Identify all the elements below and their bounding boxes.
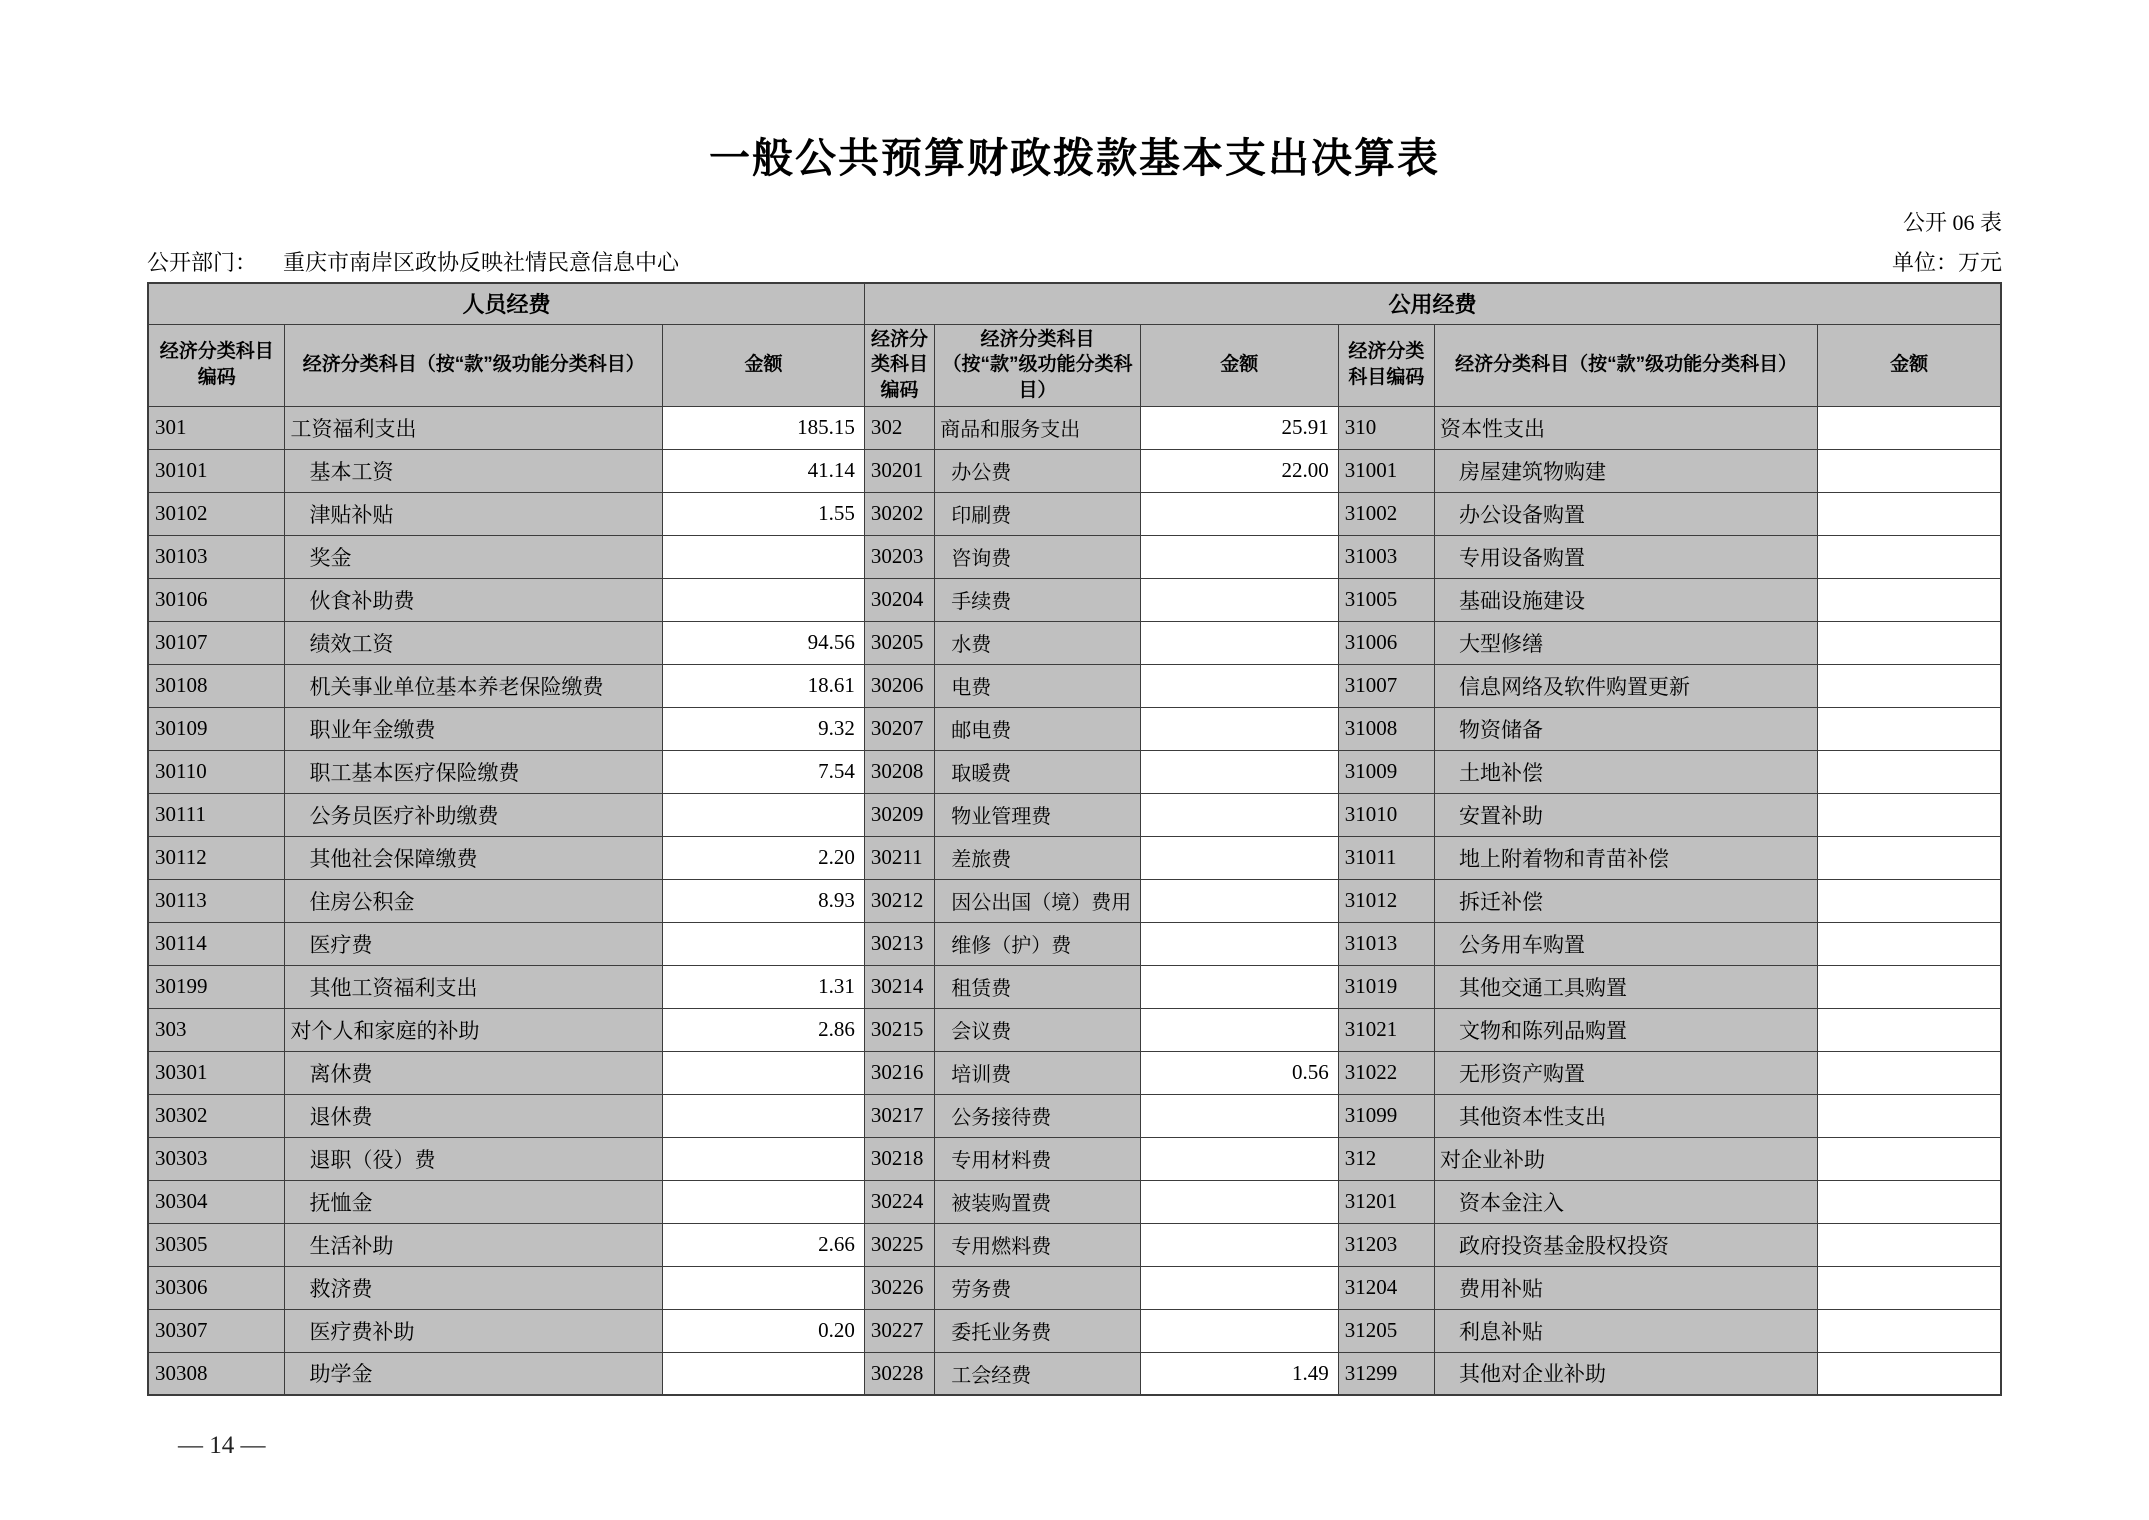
amount-cell [1818,1309,2001,1352]
subject-cell: 公务接待费 [935,1094,1140,1137]
department-name: 重庆市南岸区政协反映社情民意信息中心 [283,250,680,275]
code-cell: 30307 [148,1309,285,1352]
table-body [148,406,2001,1395]
amount-cell [1140,578,1338,621]
subject-cell: 拆迁补偿 [1435,879,1818,922]
table-row [148,664,2001,707]
table-row [148,922,2001,965]
amount-cell [1140,707,1338,750]
amount-cell: 9.32 [663,707,865,750]
section-header-public: 公用经费 [864,283,2001,324]
col-header-subject-g3: 经济分类科目（按“款”级功能分类科目） [1435,324,1818,406]
table-row [148,1137,2001,1180]
subject-cell: 物资储备 [1435,707,1818,750]
subject-cell: 退职（役）费 [285,1137,663,1180]
subject-cell: 资本性支出 [1435,406,1818,449]
subject-cell: 专用燃料费 [935,1223,1140,1266]
table-row [148,1051,2001,1094]
budget-table [147,282,2002,1396]
subject-cell: 工会经费 [935,1352,1140,1395]
amount-cell: 1.55 [663,492,865,535]
subject-cell: 机关事业单位基本养老保险缴费 [285,664,663,707]
amount-cell [1140,1008,1338,1051]
subject-cell: 因公出国（境）费用 [935,879,1140,922]
subject-cell: 委托业务费 [935,1309,1140,1352]
subject-cell: 无形资产购置 [1435,1051,1818,1094]
code-cell: 30203 [864,535,934,578]
code-cell: 31022 [1338,1051,1434,1094]
table-row [148,1094,2001,1137]
subject-cell: 其他工资福利支出 [285,965,663,1008]
subject-cell: 住房公积金 [285,879,663,922]
amount-cell [1140,621,1338,664]
department-line [147,246,679,277]
amount-cell: 2.86 [663,1008,865,1051]
amount-cell [1818,1223,2001,1266]
code-cell: 30218 [864,1137,934,1180]
table-row [148,793,2001,836]
page-title: 一般公共预算财政拨款基本支出决算表 [709,135,1440,181]
subject-cell: 奖金 [285,535,663,578]
table-row [148,1352,2001,1395]
amount-cell [1140,492,1338,535]
subject-cell: 生活补助 [285,1223,663,1266]
subject-cell: 职业年金缴费 [285,707,663,750]
amount-cell: 1.31 [663,965,865,1008]
code-cell: 31005 [1338,578,1434,621]
amount-cell [1818,1137,2001,1180]
subject-cell: 维修（护）费 [935,922,1140,965]
code-cell: 30102 [148,492,285,535]
code-cell: 30207 [864,707,934,750]
table-row [148,707,2001,750]
code-cell: 30108 [148,664,285,707]
code-cell: 30301 [148,1051,285,1094]
code-cell: 31021 [1338,1008,1434,1051]
amount-cell [1818,1352,2001,1395]
amount-cell [1140,836,1338,879]
subject-cell: 伙食补助费 [285,578,663,621]
table-row [148,406,2001,449]
amount-cell [1140,750,1338,793]
subject-cell: 办公设备购置 [1435,492,1818,535]
table-row [148,1266,2001,1309]
col-header-code-g2: 经济分类科目编码 [864,324,934,406]
col-header-amount-g2: 金额 [1140,324,1338,406]
code-cell: 31019 [1338,965,1434,1008]
subject-cell: 咨询费 [935,535,1140,578]
code-cell: 30208 [864,750,934,793]
col-header-code-g1: 经济分类科目编码 [148,324,285,406]
amount-cell [1140,965,1338,1008]
subject-cell: 专用设备购置 [1435,535,1818,578]
subject-cell: 其他交通工具购置 [1435,965,1818,1008]
subject-cell: 其他资本性支出 [1435,1094,1818,1137]
code-cell: 30201 [864,449,934,492]
amount-cell: 0.56 [1140,1051,1338,1094]
amount-cell: 185.15 [663,406,865,449]
subject-cell: 专用材料费 [935,1137,1140,1180]
code-cell: 30101 [148,449,285,492]
code-cell: 30228 [864,1352,934,1395]
subject-cell: 手续费 [935,578,1140,621]
subject-cell: 政府投资基金股权投资 [1435,1223,1818,1266]
amount-cell [1818,879,2001,922]
subject-cell: 印刷费 [935,492,1140,535]
code-cell: 30205 [864,621,934,664]
code-cell: 30112 [148,836,285,879]
subject-cell: 地上附着物和青苗补偿 [1435,836,1818,879]
code-cell: 30111 [148,793,285,836]
amount-cell: 25.91 [1140,406,1338,449]
subject-cell: 土地补偿 [1435,750,1818,793]
subject-cell: 职工基本医疗保险缴费 [285,750,663,793]
amount-cell: 7.54 [663,750,865,793]
code-cell: 31204 [1338,1266,1434,1309]
meta-line [147,246,2002,277]
code-cell: 30113 [148,879,285,922]
amount-cell [663,922,865,965]
subject-cell: 大型修缮 [1435,621,1818,664]
subject-cell: 利息补贴 [1435,1309,1818,1352]
amount-cell [1818,578,2001,621]
page-content [147,0,2002,1460]
amount-cell: 0.20 [663,1309,865,1352]
department-label: 公开部门： [147,250,258,275]
table-row [148,449,2001,492]
subject-cell: 会议费 [935,1008,1140,1051]
amount-cell [1818,621,2001,664]
table-row [148,621,2001,664]
subject-cell: 费用补贴 [1435,1266,1818,1309]
code-cell: 312 [1338,1137,1434,1180]
subject-cell: 离休费 [285,1051,663,1094]
table-row [148,535,2001,578]
amount-cell [663,793,865,836]
amount-cell [663,1137,865,1180]
amount-cell: 22.00 [1140,449,1338,492]
amount-cell [663,535,865,578]
amount-cell [1818,449,2001,492]
amount-cell [1818,1094,2001,1137]
code-cell: 30215 [864,1008,934,1051]
amount-cell [1818,922,2001,965]
amount-cell [1140,879,1338,922]
table-row [148,836,2001,879]
subject-cell: 公务用车购置 [1435,922,1818,965]
amount-cell [1140,1223,1338,1266]
code-cell: 30217 [864,1094,934,1137]
code-cell: 30211 [864,836,934,879]
column-header-row [148,324,2001,406]
amount-cell [663,578,865,621]
amount-cell: 18.61 [663,664,865,707]
subject-cell: 商品和服务支出 [935,406,1140,449]
code-cell: 30302 [148,1094,285,1137]
code-cell: 30114 [148,922,285,965]
code-cell: 30224 [864,1180,934,1223]
code-cell: 31006 [1338,621,1434,664]
amount-cell [1818,406,2001,449]
table-row [148,1180,2001,1223]
amount-cell [1140,1180,1338,1223]
subject-cell: 其他对企业补助 [1435,1352,1818,1395]
amount-cell [1140,1094,1338,1137]
amount-cell [1818,836,2001,879]
code-cell: 31009 [1338,750,1434,793]
amount-cell [1818,793,2001,836]
code-cell: 30106 [148,578,285,621]
amount-cell [1818,707,2001,750]
code-cell: 31203 [1338,1223,1434,1266]
subject-cell: 文物和陈列品购置 [1435,1008,1818,1051]
amount-cell [1140,1309,1338,1352]
code-cell: 30225 [864,1223,934,1266]
col-header-amount-g1: 金额 [663,324,865,406]
code-cell: 30103 [148,535,285,578]
amount-cell [1140,793,1338,836]
subject-cell: 被装购置费 [935,1180,1140,1223]
section-header-personnel: 人员经费 [148,283,864,324]
table-row [148,1008,2001,1051]
code-cell: 30306 [148,1266,285,1309]
amount-cell [663,1094,865,1137]
code-cell: 31201 [1338,1180,1434,1223]
code-cell: 30202 [864,492,934,535]
amount-cell [1140,535,1338,578]
subject-cell: 医疗费补助 [285,1309,663,1352]
code-cell: 30304 [148,1180,285,1223]
code-cell: 31099 [1338,1094,1434,1137]
table-row [148,965,2001,1008]
code-cell: 301 [148,406,285,449]
subject-cell: 绩效工资 [285,621,663,664]
amount-cell [1140,664,1338,707]
amount-cell [1818,535,2001,578]
amount-cell [1818,1051,2001,1094]
subject-cell: 房屋建筑物购建 [1435,449,1818,492]
code-cell: 30204 [864,578,934,621]
subject-cell: 劳务费 [935,1266,1140,1309]
subject-cell: 公务员医疗补助缴费 [285,793,663,836]
subject-cell: 抚恤金 [285,1180,663,1223]
amount-cell: 1.49 [1140,1352,1338,1395]
code-cell: 31205 [1338,1309,1434,1352]
code-cell: 30110 [148,750,285,793]
code-cell: 302 [864,406,934,449]
amount-cell [1818,1266,2001,1309]
subject-cell: 津贴补贴 [285,492,663,535]
amount-cell: 8.93 [663,879,865,922]
subject-cell: 水费 [935,621,1140,664]
code-cell: 30305 [148,1223,285,1266]
amount-cell [1140,1137,1338,1180]
code-cell: 30206 [864,664,934,707]
amount-cell: 94.56 [663,621,865,664]
code-cell: 30212 [864,879,934,922]
subject-cell: 助学金 [285,1352,663,1395]
subject-cell: 对个人和家庭的补助 [285,1008,663,1051]
code-cell: 30209 [864,793,934,836]
amount-cell [1818,1008,2001,1051]
form-code: 公开 06 表 [1902,210,2002,235]
subject-cell: 物业管理费 [935,793,1140,836]
subject-cell: 差旅费 [935,836,1140,879]
code-cell: 310 [1338,406,1434,449]
amount-cell: 41.14 [663,449,865,492]
subject-cell: 对企业补助 [1435,1137,1818,1180]
amount-cell [1818,965,2001,1008]
page-number: — 14 — [178,1432,266,1459]
col-header-amount-g3: 金额 [1818,324,2001,406]
amount-cell: 2.20 [663,836,865,879]
subject-cell: 工资福利支出 [285,406,663,449]
code-cell: 30216 [864,1051,934,1094]
code-cell: 30109 [148,707,285,750]
subject-cell: 救济费 [285,1266,663,1309]
code-cell: 31003 [1338,535,1434,578]
subject-cell: 办公费 [935,449,1140,492]
table-row [148,1309,2001,1352]
code-cell: 31001 [1338,449,1434,492]
unit-note: 单位：万元 [1891,250,2002,275]
code-cell: 31011 [1338,836,1434,879]
code-cell: 30213 [864,922,934,965]
code-cell: 30308 [148,1352,285,1395]
amount-cell [1818,1180,2001,1223]
code-cell: 30214 [864,965,934,1008]
code-cell: 31012 [1338,879,1434,922]
code-cell: 31008 [1338,707,1434,750]
subject-cell: 资本金注入 [1435,1180,1818,1223]
amount-cell [663,1266,865,1309]
subject-cell: 邮电费 [935,707,1140,750]
col-header-code-g3: 经济分类科目编码 [1338,324,1434,406]
subject-cell: 医疗费 [285,922,663,965]
amount-cell [1818,664,2001,707]
amount-cell [1818,750,2001,793]
code-cell: 30227 [864,1309,934,1352]
section-header-row [148,283,2001,324]
subject-cell: 基础设施建设 [1435,578,1818,621]
code-cell: 31010 [1338,793,1434,836]
col-header-subject-g1: 经济分类科目（按“款”级功能分类科目） [285,324,663,406]
code-cell: 31002 [1338,492,1434,535]
subject-cell: 电费 [935,664,1140,707]
amount-cell [663,1180,865,1223]
table-row [148,1223,2001,1266]
code-cell: 30303 [148,1137,285,1180]
subject-cell: 取暖费 [935,750,1140,793]
subject-cell: 安置补助 [1435,793,1818,836]
table-row [148,750,2001,793]
code-cell: 31013 [1338,922,1434,965]
table-row [148,578,2001,621]
code-cell: 31299 [1338,1352,1434,1395]
amount-cell [1140,922,1338,965]
table-row [148,492,2001,535]
code-cell: 30199 [148,965,285,1008]
code-cell: 30107 [148,621,285,664]
subject-cell: 退休费 [285,1094,663,1137]
subject-cell: 其他社会保障缴费 [285,836,663,879]
code-cell: 30226 [864,1266,934,1309]
amount-cell [1140,1266,1338,1309]
code-cell: 31007 [1338,664,1434,707]
subject-cell: 信息网络及软件购置更新 [1435,664,1818,707]
subject-cell: 培训费 [935,1051,1140,1094]
amount-cell [1818,492,2001,535]
col-header-subject-g2: 经济分类科目（按“款”级功能分类科目） [935,324,1140,406]
amount-cell [663,1352,865,1395]
subject-cell: 基本工资 [285,449,663,492]
amount-cell: 2.66 [663,1223,865,1266]
table-row [148,879,2001,922]
subject-cell: 租赁费 [935,965,1140,1008]
amount-cell [663,1051,865,1094]
code-cell: 303 [148,1008,285,1051]
